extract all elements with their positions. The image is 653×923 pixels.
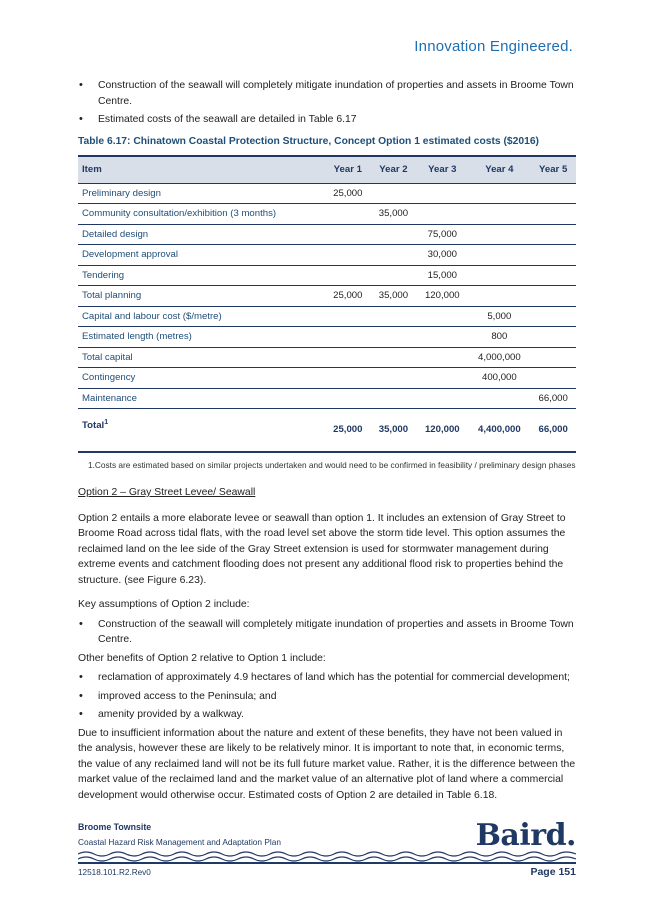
table-cell: 4,400,000 [468, 409, 530, 453]
table-caption: Table 6.17: Chinatown Coastal Protection Structure, Concept Option 1 estimated costs ($2016) [78, 135, 539, 147]
column-header: Item [78, 156, 325, 183]
table-cell [325, 368, 371, 389]
table-cell: 400,000 [468, 368, 530, 389]
table-cell: 75,000 [416, 224, 468, 245]
table-row [78, 368, 576, 389]
baird-logo: Baird. [475, 818, 576, 853]
section-heading: Option 2 – Gray Street Levee/ Seawall [78, 487, 256, 498]
table-row [78, 306, 576, 327]
list-item: • amenity provided by a walkway. [78, 707, 576, 723]
table-row [78, 347, 576, 368]
column-header: Year 1 [325, 156, 371, 183]
row-label: Estimated length (metres) [78, 327, 325, 348]
table-cell [530, 204, 576, 225]
table-cell [530, 224, 576, 245]
table-cell [371, 224, 417, 245]
table-cell [530, 265, 576, 286]
page-footer [78, 818, 576, 878]
table-row [78, 265, 576, 286]
table-cell [468, 388, 530, 409]
table-cell [371, 265, 417, 286]
list-item: • reclamation of approximately 4.9 hectares of land which has the potential for commercial development; [78, 670, 576, 686]
table-cell [416, 388, 468, 409]
document-code: 12518.101.R2.Rev0 [78, 868, 151, 877]
column-header: Year 3 [416, 156, 468, 183]
table-cell [468, 286, 530, 307]
row-label: Preliminary design [78, 183, 325, 204]
column-header: Year 2 [371, 156, 417, 183]
table-cell [530, 183, 576, 204]
table-cell: 120,000 [416, 409, 468, 453]
table-cell [416, 327, 468, 348]
table-cell [416, 347, 468, 368]
table-cell [325, 265, 371, 286]
table-cell [325, 204, 371, 225]
wave-divider-icon [78, 850, 576, 864]
table-cell [530, 368, 576, 389]
list-item: • improved access to the Peninsula; and [78, 689, 576, 705]
table-cell [416, 306, 468, 327]
table-cell: 66,000 [530, 388, 576, 409]
row-label: Tendering [78, 265, 325, 286]
total-row [78, 409, 576, 453]
table-cell: 35,000 [371, 204, 417, 225]
table-cell: 120,000 [416, 286, 468, 307]
table-cell [530, 286, 576, 307]
row-label: Capital and labour cost ($/metre) [78, 306, 325, 327]
table-cell [416, 204, 468, 225]
list-item: • Construction of the seawall will completely mitigate inundation of properties and assets in Broome Town Centre. [78, 78, 576, 109]
page-number: Page 151 [530, 866, 576, 878]
column-header: Year 4 [468, 156, 530, 183]
list-item: • Estimated costs of the seawall are detailed in Table 6.17 [78, 112, 576, 128]
table-cell [468, 183, 530, 204]
table-cell [530, 306, 576, 327]
row-label: Maintenance [78, 388, 325, 409]
row-label: Total planning [78, 286, 325, 307]
table-cell: 25,000 [325, 286, 371, 307]
table-cell [371, 183, 417, 204]
table-cell [325, 306, 371, 327]
table-cell [325, 327, 371, 348]
footer-doc-title: Coastal Hazard Risk Management and Adaptation Plan [78, 837, 281, 847]
table-cell [530, 327, 576, 348]
table-footnote: 1.Costs are estimated based on similar projects undertaken and would need to be confirmed in feasibility / preliminary design phases [88, 460, 576, 470]
table-cell: 25,000 [325, 183, 371, 204]
table-cell [468, 245, 530, 266]
row-label: Contingency [78, 368, 325, 389]
table-cell: 35,000 [371, 409, 417, 453]
table-cell [371, 368, 417, 389]
paragraph: Other benefits of Option 2 relative to Option 1 include: [78, 652, 326, 664]
table-cell [468, 224, 530, 245]
row-label: Detailed design [78, 224, 325, 245]
page-content [78, 78, 576, 812]
table-cell: 35,000 [371, 286, 417, 307]
table-row [78, 183, 576, 204]
table-cell: 5,000 [468, 306, 530, 327]
benefits-list [78, 670, 576, 723]
table-cell [371, 347, 417, 368]
table-row [78, 286, 576, 307]
header-tagline: Innovation Engineered. [414, 38, 573, 55]
cost-table [78, 155, 576, 453]
column-header: Year 5 [530, 156, 576, 183]
table-header-row [78, 156, 576, 183]
table-cell: 30,000 [416, 245, 468, 266]
intro-bullet-list [78, 78, 576, 128]
row-label: Total$^1$ [78, 409, 325, 453]
table-row [78, 388, 576, 409]
table-cell [325, 388, 371, 409]
paragraph: Option 2 entails a more elaborate levee or seawall than option 1. It includes an extension of Gray Street to Broome Road across tidal flats, with the road level set above the storm tide level. This option assumes the reclaimed land on the lee side of the Gray Street extension is used for stormwater management during extreme events and catchment flooding does not present any additional flood risk to properties behind the structure. (see Figure 6.23). [78, 512, 566, 586]
table-cell [416, 368, 468, 389]
table-cell [530, 245, 576, 266]
table-cell [371, 306, 417, 327]
list-item: • Construction of the seawall will completely mitigate inundation of properties and assets in Broome Town Centre. [78, 617, 576, 648]
table-cell: 4,000,000 [468, 347, 530, 368]
table-cell [468, 204, 530, 225]
table-cell [468, 265, 530, 286]
table-row [78, 245, 576, 266]
table-cell [371, 388, 417, 409]
table-cell [325, 245, 371, 266]
table-cell: 66,000 [530, 409, 576, 453]
table-cell [325, 224, 371, 245]
table-cell [371, 327, 417, 348]
row-label: Development approval [78, 245, 325, 266]
row-label: Total capital [78, 347, 325, 368]
table-row [78, 327, 576, 348]
footer-org: Broome Townsite [78, 822, 152, 832]
table-cell: 25,000 [325, 409, 371, 453]
paragraph: Key assumptions of Option 2 include: [78, 599, 250, 610]
table-cell [530, 347, 576, 368]
table-row [78, 204, 576, 225]
table-cell [325, 347, 371, 368]
table-cell: 800 [468, 327, 530, 348]
paragraph: Due to insufficient information about the nature and extent of these benefits, they have not been valued in the analysis, however these are likely to be relatively minor. It is important to note that, in economic terms, the value of any reclaimed land will not be its full future market value. Rather, it is the difference between the market value of the reclaimed land and the market value of an alternative plot of land where a commercial development would otherwise occur. Estimated costs of Option 2 are detailed in Table 6.18. [78, 727, 576, 801]
table-cell [371, 245, 417, 266]
row-label: Community consultation/exhibition (3 months) [78, 204, 325, 225]
table-cell [416, 183, 468, 204]
assumptions-list [78, 617, 576, 648]
table-cell: 15,000 [416, 265, 468, 286]
table-row [78, 224, 576, 245]
